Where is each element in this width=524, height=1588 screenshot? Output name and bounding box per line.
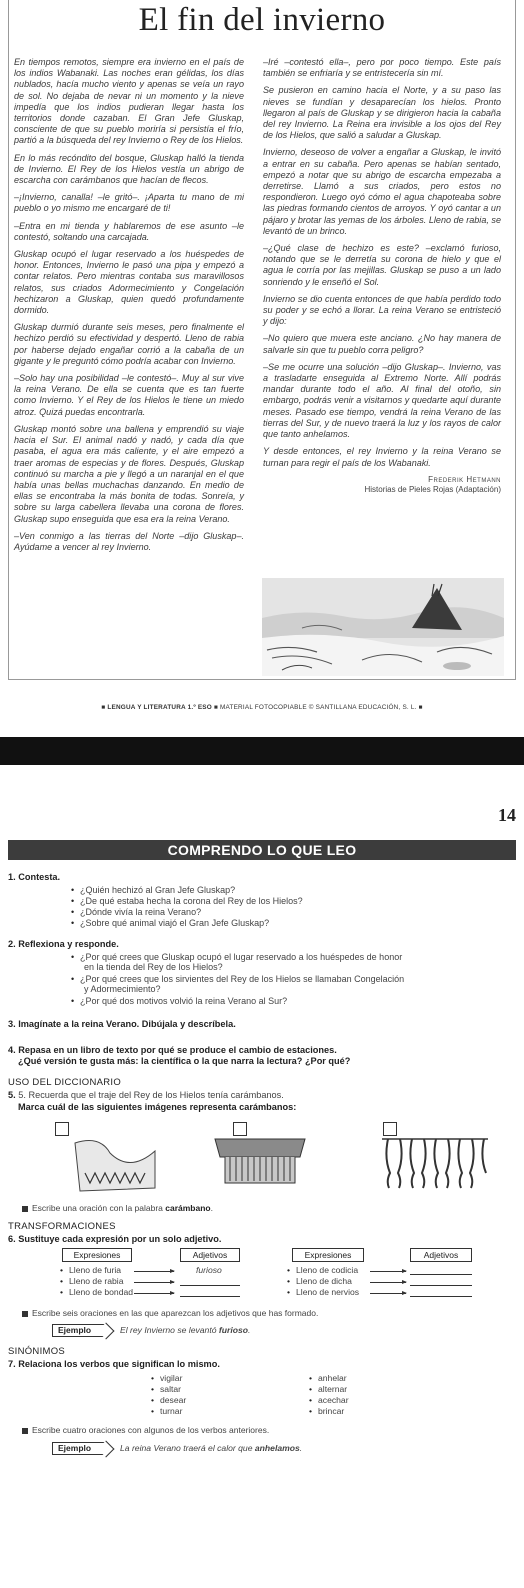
expr-item: • Lleno de dicha [296, 1276, 352, 1287]
q6-task: Escribe seis oraciones en las que aparezcan los adjetivos que has formado. [32, 1308, 319, 1318]
story-paragraph: –No quiero que muera este anciano. ¿No hay manera de salvarle sin que tu pueblo corra peligro? [263, 333, 501, 355]
verb-left[interactable]: • desear [160, 1395, 186, 1406]
heading-sinonimos: SINÓNIMOS [8, 1346, 66, 1357]
q4-question: ¿Qué versión te gusta más: la científica o la que narra la lectura? ¿Por qué? [18, 1056, 351, 1066]
example-tag: Ejemplo [52, 1442, 106, 1455]
arrow [134, 1282, 174, 1283]
answer-line[interactable] [410, 1296, 472, 1297]
story-paragraph: Invierno, deseoso de volver a engañar a Gluskap, le invitó a entrar en su cabaña. Pero apenas se habían sentado, empezó a notar que su abrigo de escarcha empezaba a derretirse. Llamó a sus criados, pero estos no respondieron. Luego oyó cómo el agua chapoteaba sobre las piedras formando cientos de arroyos. Y oyó cantar a un pájaro y brotar las yemas de los árboles. Lleno de rabia, se levantó de un brinco. [263, 147, 501, 236]
q2-item-cont: y Adormecimiento? [84, 984, 161, 994]
story-title: El fin del invierno [138, 2, 386, 38]
header-expresiones-right: Expresiones [292, 1248, 364, 1262]
winter-scene-illustration [262, 578, 504, 676]
story-paragraph: –¿Qué clase de hechizo es este? –exclamó furioso, notando que se le derretía su corona de hielo y que el agua le corría por las mejillas. Gluskap se puso a un lado sonriendo y le enseñó el Sol. [263, 243, 501, 287]
verb-left[interactable]: • turnar [160, 1406, 182, 1417]
option-image-2 [210, 1133, 310, 1193]
story-paragraph: –Ven conmigo a las tierras del Norte –dijo Gluskap–. Ayúdame a vencer al rey Invierno. [14, 530, 244, 552]
story-paragraph: En lo más recóndito del bosque, Gluskap halló la tienda de Invierno. El Rey de los Hielos vestía un abrigo de escarcha con carámbanos que hacían de flecos. [14, 152, 244, 186]
answer-line[interactable] [410, 1274, 472, 1275]
expr-item: • Lleno de codicia [296, 1265, 358, 1276]
story-right-column [263, 57, 501, 495]
verb-left[interactable]: • saltar [160, 1384, 181, 1395]
option-checkbox-1[interactable] [55, 1122, 69, 1136]
footer-copyright: MATERIAL FOTOCOPIABLE © SANTILLANA EDUCACIÓN, S. L. [219, 704, 417, 711]
option-image-3 [380, 1133, 490, 1193]
adj-answer: furioso [196, 1265, 222, 1275]
story-paragraph: –¡Invierno, canalla! –le gritó–. ¡Aparta tu mano de mi pueblo o yo mismo me encargaré de ti! [14, 192, 244, 214]
q5-instruction: Marca cuál de las siguientes imágenes representa carámbanos: [18, 1102, 297, 1112]
q7-task: Escribe cuatro oraciones con algunos de los verbos anteriores. [32, 1425, 270, 1435]
story-left-column [14, 57, 244, 559]
story-paragraph: –Solo hay una posibilidad –le contestó–. Muy al sur vive la reina Verano. De ella se cuenta que es tan fuerte como Invierno. Y el Rey de los Hielos le tiene un miedo atroz. Quizá puedas encontrarla. [14, 373, 244, 417]
example-tag: Ejemplo [52, 1324, 106, 1337]
verb-right[interactable]: • anhelar [318, 1373, 347, 1384]
expr-item: • Lleno de nervios [296, 1287, 359, 1298]
winter-scene-drawing [262, 578, 504, 676]
page-footer: ■ LENGUA Y LITERATURA 1.º ESO ■ MATERIAL FOTOCOPIABLE © SANTILLANA EDUCACIÓN, S. L. ■ [101, 704, 423, 711]
q1-title: 1. Contesta. [8, 872, 61, 882]
header-expresiones-left: Expresiones [62, 1248, 132, 1262]
section-banner: COMPRENDO LO QUE LEO [8, 840, 516, 860]
q2-item: • ¿Por qué dos motivos volvió la reina Verano al Sur? [80, 996, 287, 1007]
story-paragraph: Se pusieron en camino hacia el Norte, y a su paso las nieves se fundían y desaparecían los hielos. Pronto llegaron al país de Gluskap y se dirigieron hacia la cabaña del rey Invierno. La Reina era invisible a los ojos del Rey de los Hielos, que salió a saludar a Gluskap. [263, 85, 501, 141]
arrow [370, 1293, 406, 1294]
q2-item: • ¿Por qué crees que Gluskap ocupó el lugar reservado a los huéspedes de honor [80, 952, 402, 963]
q7-title: 7. Relaciona los verbos que significan lo mismo. [8, 1359, 220, 1369]
exercise-page [0, 765, 524, 1588]
story-paragraph: Gluskap durmió durante seis meses, pero finalmente el hechizo perdió su efectividad y despertó. Lleno de rabia por haberse dejado engañar corrió a la cabaña de un gigante y le preguntó cómo podría acabar con Invierno. [14, 322, 244, 366]
q6-example: El rey Invierno se levantó furioso. [120, 1325, 251, 1335]
arrow [134, 1293, 174, 1294]
story-author: Frederik Hetmann [428, 474, 501, 484]
arrow [370, 1282, 406, 1283]
q3-title: 3. Imagínate a la reina Verano. Dibújala y descríbela. [8, 1019, 236, 1029]
page-number: 14 [498, 805, 516, 825]
story-paragraph: –Entra en mi tienda y hablaremos de ese asunto –le contestó, soltando una carcajada. [14, 220, 244, 242]
answer-line[interactable] [180, 1285, 240, 1286]
heading-uso-diccionario: USO DEL DICCIONARIO [8, 1077, 122, 1088]
story-paragraph: Y desde entonces, el rey Invierno y la reina Verano se turnan para regir el país de los Wabanaki. [263, 446, 501, 468]
q1-item: • ¿De qué estaba hecha la corona del Rey de los Hielos? [80, 896, 303, 907]
header-adjetivos-right: Adjetivos [410, 1248, 472, 1262]
arrow [134, 1271, 174, 1272]
expr-item: • Lleno de bondad [69, 1287, 133, 1298]
footer-book: LENGUA Y LITERATURA 1.º ESO [107, 704, 212, 711]
story-paragraph: –Se me ocurre una solución –dijo Gluskap–. Invierno, vas a trasladarte enseguida al Extremo Norte. Allí podrás mandar durante todo el año. Al final del otoño, sin embargo, podrás venir a visitarnos y quedarte aquí durante meses. Pasado ese tiempo, vendrá la reina Verano de las tierras del Sur, y de nuevo traerá la luz y los rayos de calor que tanto anhelamos. [263, 361, 501, 440]
q1-item: • ¿Dónde vivía la reina Verano? [80, 907, 201, 918]
arrow [370, 1271, 406, 1272]
q2-title: 2. Reflexiona y responde. [8, 939, 119, 949]
answer-line[interactable] [180, 1296, 240, 1297]
q7-example: La reina Verano traerá el calor que anhelamos. [120, 1443, 303, 1453]
verb-right[interactable]: • acechar [318, 1395, 349, 1406]
option-image-1 [70, 1133, 160, 1193]
answer-line[interactable] [410, 1285, 472, 1286]
q4-title: 4. Repasa en un libro de texto por qué se produce el cambio de estaciones. [8, 1045, 337, 1055]
q5-intro: 5. 5. Recuerda que el traje del Rey de los Hielos tenía carámbanos. [8, 1090, 284, 1100]
story-paragraph: –Iré –contestó ella–, pero por poco tiempo. Este país también se enfriaría y se entristecería sin mí. [263, 57, 501, 79]
q2-item: • ¿Por qué crees que los sirvientes del Rey de los Hielos se llamaban Congelación [80, 974, 404, 985]
q1-item: • ¿Quién hechizó al Gran Jefe Gluskap? [80, 885, 235, 896]
header-adjetivos-left: Adjetivos [180, 1248, 240, 1262]
story-paragraph: Invierno se dio cuenta entonces de que había perdido todo su poder y se echó a llorar. La reina Verano se entristeció y dijo: [263, 293, 501, 327]
story-paragraph: Gluskap montó sobre una ballena y emprendió su viaje hacia el Sur. El animal nadó y nadó, y cada día que pasaba, el agua era más caliente, y el aire empezó a traer aromas de especias y de flores. Después, Gluskap continuó su marcha a pie y llegó a un naranjal en el que había unas bellas muchachas danzando. En medio de ellas se encontraba la más bonita de todas. Sonreía, y sobre su larga cabellera llevaba una corona de flores. Gluskap supo enseguida que esa era la reina Verano. [14, 423, 244, 524]
story-signature [263, 475, 501, 495]
q5-task: Escribe una oración con la palabra carámbano. [32, 1203, 213, 1213]
verb-right[interactable]: • alternar [318, 1384, 347, 1395]
page-separator [0, 737, 524, 765]
q2-item-cont: en la tienda del Rey de los Hielos? [84, 962, 223, 972]
heading-transformaciones: TRANSFORMACIONES [8, 1221, 116, 1232]
q1-item: • ¿Sobre qué animal viajó el Gran Jefe Gluskap? [80, 918, 269, 929]
story-paragraph: En tiempos remotos, siempre era invierno en el país de los indios Wabanaki. Las noches eran gélidas, los días nublados, hacía mucho viento y apenas se veía un rayo de sol. No dejaba de nevar ni un momento y la nieve impedía que los indios pudieran llegar hasta los territorios donde cazaban. El Gran Jefe Gluskap, consciente de que su pueblo moriría si persistía el frío, partió a la búsqueda del rey Invierno o Rey de los Hielos. [14, 57, 244, 146]
verb-left[interactable]: • vigilar [160, 1373, 182, 1384]
expr-item: • Lleno de furia [69, 1265, 121, 1276]
expr-item: • Lleno de rabia [69, 1276, 123, 1287]
story-page [0, 0, 524, 737]
q6-title: 6. Sustituye cada expresión por un solo adjetivo. [8, 1234, 222, 1244]
verb-right[interactable]: • brincar [318, 1406, 344, 1417]
story-paragraph: Gluskap ocupó el lugar reservado a los huéspedes de honor. Entonces, Invierno le pasó una pipa y empezó a contar relatos. Pero mientras contaba sus maravillosos relatos, sus criados Adormecimiento y Congelación hechizaron a Gluskap, quien quedó profundamente dormido. [14, 249, 244, 316]
story-source: Historias de Pieles Rojas (Adaptación) [364, 484, 501, 494]
